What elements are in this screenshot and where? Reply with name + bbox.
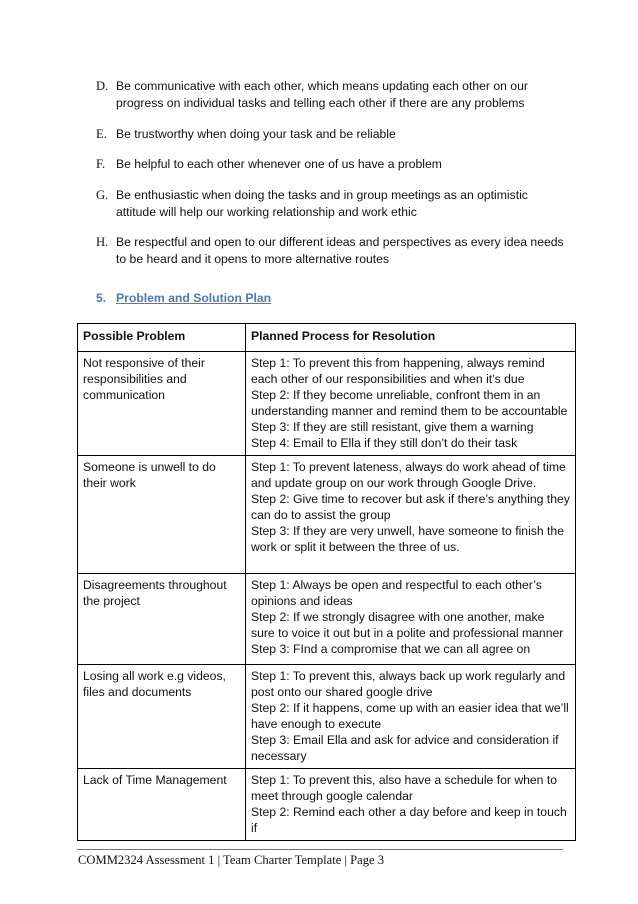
resolution-step: Step 3: FInd a compromise that we can all agree on bbox=[251, 642, 531, 656]
page-footer: COMM2324 Assessment 1 | Team Charter Template | Page 3 bbox=[78, 853, 385, 867]
list-letter: G. bbox=[96, 187, 109, 202]
resolution-cell bbox=[246, 456, 576, 574]
resolution-cell bbox=[246, 352, 576, 456]
resolution-step: Step 1: To prevent lateness, always do work ahead of time and update group on our work through Google Drive. bbox=[251, 460, 566, 490]
resolution-step: Step 1: To prevent this from happening, always remind each other of our responsibilities and when it’s due bbox=[251, 356, 545, 386]
table-header-row bbox=[78, 324, 576, 352]
footer-divider bbox=[77, 849, 563, 850]
resolution-cell bbox=[246, 574, 576, 665]
table-row bbox=[78, 574, 576, 665]
resolution-step: Step 2: Remind each other a day before and keep in touch if bbox=[251, 805, 567, 835]
problem-cell: Losing all work e.g videos, files and documents bbox=[78, 665, 246, 769]
list-letter: F. bbox=[96, 157, 106, 171]
list-text: Be enthusiastic when doing the tasks and in group meetings as an optimistic attitude will help our working relationship and work ethic bbox=[116, 187, 528, 219]
resolution-step: Step 2: Give time to recover but ask if there’s anything they can do to assist the group bbox=[251, 492, 570, 522]
resolution-step: Step 3: Email Ella and ask for advice and consideration if necessary bbox=[251, 733, 559, 763]
table-row bbox=[78, 352, 576, 456]
list-item bbox=[96, 126, 566, 143]
resolution-step: Step 3: If they are very unwell, have someone to finish the work or split it between the three of us. bbox=[251, 524, 564, 554]
list-item bbox=[96, 156, 566, 173]
resolution-step: Step 4: Email to Ella if they still don’t do their task bbox=[251, 436, 518, 450]
header-possible-problem: Possible Problem bbox=[78, 324, 246, 352]
list-item bbox=[96, 187, 566, 221]
list-letter: E. bbox=[96, 126, 107, 141]
resolution-step: Step 2: If it happens, come up with an easier idea that we’ll have enough to execute bbox=[251, 701, 569, 731]
header-planned-process: Planned Process for Resolution bbox=[246, 324, 576, 352]
resolution-step: Step 2: If we strongly disagree with one another, make sure to voice it out but in a polite and professional manner bbox=[251, 610, 564, 640]
table-row bbox=[78, 769, 576, 841]
table-row bbox=[78, 665, 576, 769]
resolution-step: Step 3: If they are still resistant, give them a warning bbox=[251, 420, 534, 434]
resolution-step: Step 2: If they become unreliable, confront them in an understanding manner and remind them to be accountable bbox=[251, 388, 568, 418]
problem-cell: Someone is unwell to do their work bbox=[78, 456, 246, 574]
resolution-step: Step 1: To prevent this, also have a schedule for when to meet through google calendar bbox=[251, 773, 558, 803]
list-text: Be communicative with each other, which means updating each other on our progress on individual tasks and telling each other if there are any problems bbox=[116, 79, 528, 110]
section-heading bbox=[96, 290, 271, 307]
list-letter: D. bbox=[96, 79, 109, 93]
list-text: Be helpful to each other whenever one of us have a problem bbox=[116, 157, 442, 171]
resolution-step: Step 1: To prevent this, always back up work regularly and post onto our shared google drive bbox=[251, 669, 566, 699]
list-letter: H. bbox=[96, 235, 109, 249]
resolution-cell bbox=[246, 665, 576, 769]
problem-solution-table bbox=[77, 323, 576, 841]
list-text: Be trustworthy when doing your task and be reliable bbox=[116, 126, 396, 141]
table-row bbox=[78, 456, 576, 574]
section-title: Problem and Solution Plan bbox=[116, 291, 272, 305]
problem-cell: Lack of Time Management bbox=[78, 769, 246, 841]
list-item bbox=[96, 78, 566, 112]
resolution-cell bbox=[246, 769, 576, 841]
values-list bbox=[96, 78, 566, 282]
problem-cell: Disagreements throughout the project bbox=[78, 574, 246, 665]
section-number: 5. bbox=[96, 291, 107, 305]
resolution-step: Step 1: Always be open and respectful to each other’s opinions and ideas bbox=[251, 578, 542, 608]
list-item bbox=[96, 234, 566, 268]
problem-cell: Not responsive of their responsibilities and communication bbox=[78, 352, 246, 456]
list-text: Be respectful and open to our different ideas and perspectives as every idea needs to be heard and it opens to more alternative routes bbox=[116, 235, 564, 266]
